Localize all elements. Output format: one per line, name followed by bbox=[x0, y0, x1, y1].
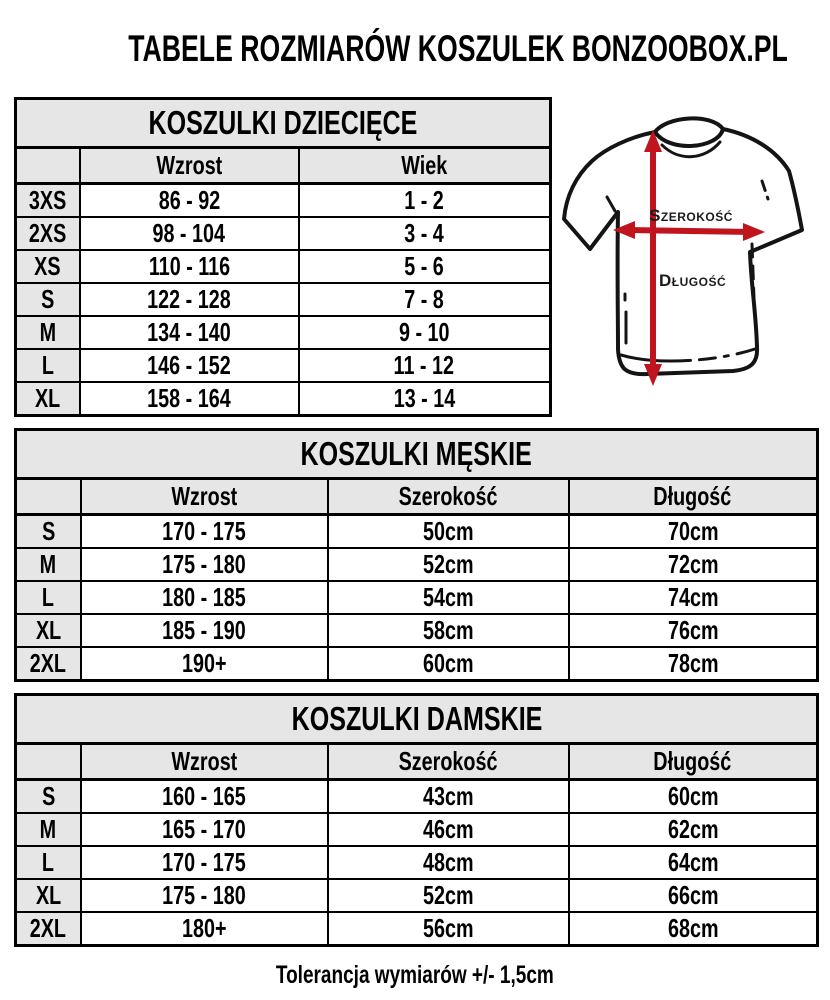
size-cell: XL bbox=[16, 879, 81, 912]
size-cell: M bbox=[16, 548, 81, 581]
value-cell: 86 - 92 bbox=[80, 184, 299, 218]
length-label: Długość bbox=[659, 271, 727, 290]
size-cell: S bbox=[16, 283, 80, 316]
value-cell: 68cm bbox=[569, 912, 818, 946]
value-cell: 60cm bbox=[328, 647, 569, 681]
women-table-title: KOSZULKI DAMSKIE bbox=[16, 695, 818, 744]
table-row bbox=[16, 382, 551, 416]
value-cell: 70cm bbox=[569, 515, 818, 549]
col-header-szerokosc: Szerokość bbox=[328, 744, 569, 780]
value-cell: 180+ bbox=[81, 912, 328, 946]
value-cell: 46cm bbox=[328, 813, 569, 846]
value-cell: 72cm bbox=[569, 548, 818, 581]
kids-header-row bbox=[16, 148, 551, 184]
col-header-wzrost: Wzrost bbox=[80, 148, 299, 184]
value-cell: 98 - 104 bbox=[80, 217, 299, 250]
size-cell: 2XS bbox=[16, 217, 80, 250]
table-row bbox=[16, 647, 818, 681]
right-sleeve-mark bbox=[762, 181, 768, 199]
value-cell: 122 - 128 bbox=[80, 283, 299, 316]
collar-outer-line bbox=[655, 118, 723, 132]
kids-size-table bbox=[14, 97, 552, 417]
value-cell: 3 - 4 bbox=[299, 217, 551, 250]
women-size-table bbox=[14, 693, 819, 947]
value-cell: 58cm bbox=[328, 614, 569, 647]
size-cell: 3XS bbox=[16, 184, 80, 218]
right-seam-dashed bbox=[752, 244, 754, 299]
size-cell: L bbox=[16, 581, 81, 614]
hem-line bbox=[621, 349, 755, 361]
women-header-row bbox=[16, 744, 818, 780]
tshirt-outline bbox=[564, 129, 802, 374]
value-cell: 170 - 175 bbox=[81, 515, 328, 549]
col-header-wiek: Wiek bbox=[299, 148, 551, 184]
size-cell: XS bbox=[16, 250, 80, 283]
size-cell: L bbox=[16, 846, 81, 879]
size-cell: 2XL bbox=[16, 647, 81, 681]
size-cell: XL bbox=[16, 382, 80, 416]
measure-arrows bbox=[613, 130, 765, 386]
tolerance-note: Tolerancja wymiarów +/- 1,5cm bbox=[276, 961, 554, 989]
table-row bbox=[16, 217, 551, 250]
corner-cell bbox=[16, 479, 81, 515]
col-header-szerokosc: Szerokość bbox=[328, 479, 569, 515]
size-cell: M bbox=[16, 316, 80, 349]
value-cell: 62cm bbox=[569, 813, 818, 846]
value-cell: 146 - 152 bbox=[80, 349, 299, 382]
size-cell: S bbox=[16, 780, 81, 814]
value-cell: 60cm bbox=[569, 780, 818, 814]
table-row bbox=[16, 349, 551, 382]
left-sleeve-seam bbox=[607, 197, 615, 211]
size-cell: 2XL bbox=[16, 912, 81, 946]
table-row bbox=[16, 614, 818, 647]
value-cell: 110 - 116 bbox=[80, 250, 299, 283]
value-cell: 170 - 175 bbox=[81, 846, 328, 879]
value-cell: 185 - 190 bbox=[81, 614, 328, 647]
value-cell: 134 - 140 bbox=[80, 316, 299, 349]
size-cell: M bbox=[16, 813, 81, 846]
value-cell: 175 - 180 bbox=[81, 879, 328, 912]
table-row bbox=[16, 912, 818, 946]
value-cell: 66cm bbox=[569, 879, 818, 912]
value-cell: 158 - 164 bbox=[80, 382, 299, 416]
page-title: TABELE ROZMIARÓW KOSZULEK BONZOOBOX.PL bbox=[128, 28, 788, 69]
value-cell: 54cm bbox=[328, 581, 569, 614]
table-row bbox=[16, 780, 818, 814]
value-cell: 1 - 2 bbox=[299, 184, 551, 218]
value-cell: 76cm bbox=[569, 614, 818, 647]
col-header-dlugosc: Długość bbox=[569, 744, 818, 780]
men-header-row bbox=[16, 479, 818, 515]
table-row bbox=[16, 283, 551, 316]
width-arrowhead-right bbox=[743, 223, 765, 241]
value-cell: 43cm bbox=[328, 780, 569, 814]
size-cell: XL bbox=[16, 614, 81, 647]
value-cell: 13 - 14 bbox=[299, 382, 551, 416]
table-row bbox=[16, 250, 551, 283]
table-row bbox=[16, 515, 818, 549]
col-header-wzrost: Wzrost bbox=[81, 744, 328, 780]
table-row bbox=[16, 846, 818, 879]
value-cell: 52cm bbox=[328, 548, 569, 581]
table-row bbox=[16, 581, 818, 614]
value-cell: 180 - 185 bbox=[81, 581, 328, 614]
width-arrow bbox=[625, 230, 753, 232]
value-cell: 50cm bbox=[328, 515, 569, 549]
kids-section bbox=[14, 97, 830, 411]
tshirt-measurement-diagram bbox=[555, 99, 825, 399]
size-cell: L bbox=[16, 349, 80, 382]
value-cell: 74cm bbox=[569, 581, 818, 614]
value-cell: 5 - 6 bbox=[299, 250, 551, 283]
value-cell: 175 - 180 bbox=[81, 548, 328, 581]
col-header-wzrost: Wzrost bbox=[81, 479, 328, 515]
value-cell: 56cm bbox=[328, 912, 569, 946]
value-cell: 9 - 10 bbox=[299, 316, 551, 349]
table-row bbox=[16, 548, 818, 581]
value-cell: 165 - 170 bbox=[81, 813, 328, 846]
men-table-title: KOSZULKI MĘSKIE bbox=[16, 430, 818, 479]
value-cell: 64cm bbox=[569, 846, 818, 879]
men-size-table bbox=[14, 428, 819, 682]
table-row bbox=[16, 879, 818, 912]
value-cell: 7 - 8 bbox=[299, 283, 551, 316]
value-cell: 160 - 165 bbox=[81, 780, 328, 814]
table-row bbox=[16, 813, 818, 846]
value-cell: 78cm bbox=[569, 647, 818, 681]
width-label: Szerokość bbox=[649, 206, 733, 225]
size-cell: S bbox=[16, 515, 81, 549]
table-row bbox=[16, 184, 551, 218]
value-cell: 11 - 12 bbox=[299, 349, 551, 382]
kids-table-title: KOSZULKI DZIECIĘCE bbox=[16, 99, 551, 148]
corner-cell bbox=[16, 744, 81, 780]
value-cell: 48cm bbox=[328, 846, 569, 879]
table-row bbox=[16, 316, 551, 349]
value-cell: 190+ bbox=[81, 647, 328, 681]
corner-cell bbox=[16, 148, 80, 184]
value-cell: 52cm bbox=[328, 879, 569, 912]
col-header-dlugosc: Długość bbox=[569, 479, 818, 515]
